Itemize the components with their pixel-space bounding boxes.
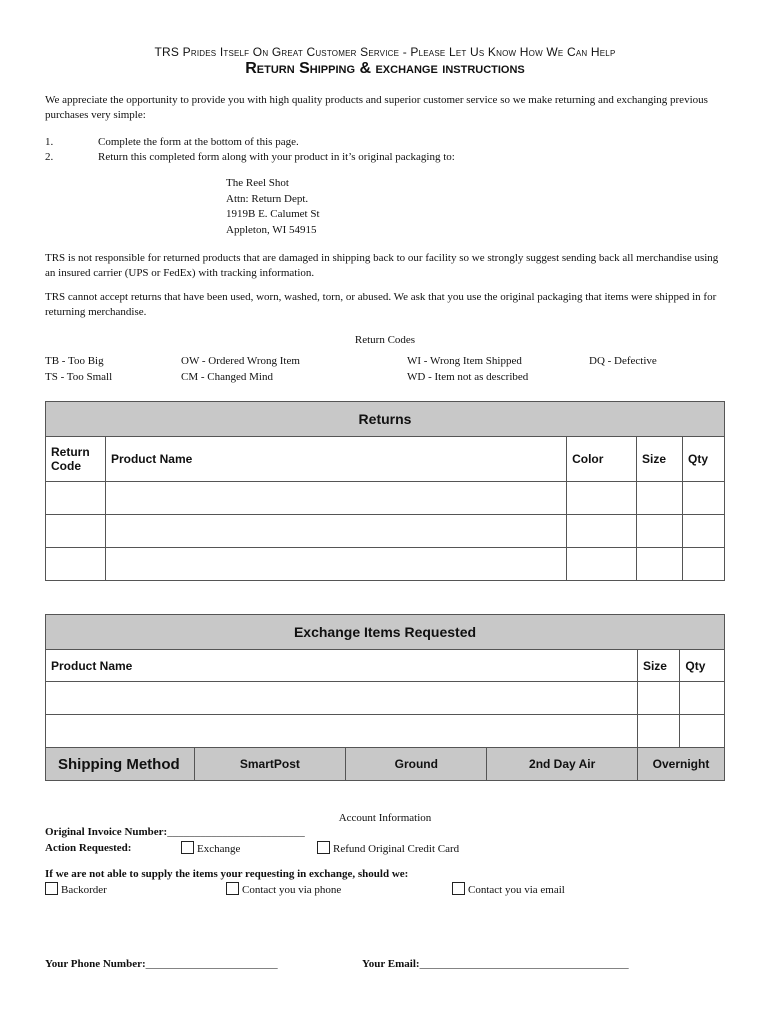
exchange-option[interactable] xyxy=(181,841,240,855)
product-name-cell[interactable] xyxy=(105,482,566,515)
account-info-title: Account Information xyxy=(338,812,432,824)
table-row xyxy=(46,682,725,715)
contact-email-checkbox[interactable] xyxy=(452,882,465,895)
shipping-option-overnight[interactable]: Overnight xyxy=(637,748,724,781)
size-cell[interactable] xyxy=(637,515,683,548)
table-row xyxy=(46,548,725,581)
address-line: Appleton, WI 54915 xyxy=(226,223,317,236)
return-code-cell[interactable] xyxy=(46,515,106,548)
return-code-cell[interactable] xyxy=(46,482,106,515)
shipping-option-ground[interactable]: Ground xyxy=(346,748,487,781)
product-name-cell[interactable] xyxy=(46,715,638,748)
size-header: Size xyxy=(637,650,679,682)
shipping-option-smartpost[interactable]: SmartPost xyxy=(194,748,346,781)
return-code: WD - Item not as described xyxy=(407,371,529,383)
email-line xyxy=(362,958,629,970)
email-label: Your Email: xyxy=(362,958,420,970)
table-row xyxy=(46,515,725,548)
color-cell[interactable] xyxy=(567,548,637,581)
address-line: 1919B E. Calumet St xyxy=(226,208,320,220)
address-line: The Reel Shot xyxy=(226,177,289,189)
shipping-notice: TRS is not responsible for returned products that are damaged in shipping back to our facility so we strongly suggest sending back all merchandise using an insured carrier (UPS or FedEx) with tracking information. xyxy=(45,252,719,279)
product-name-cell[interactable] xyxy=(105,515,566,548)
return-address xyxy=(226,176,320,238)
action-requested-label: Action Requested: xyxy=(45,842,132,854)
step-number: 1. xyxy=(45,136,54,148)
qty-cell[interactable] xyxy=(683,482,725,515)
contact-phone-checkbox[interactable] xyxy=(226,882,239,895)
backorder-checkbox[interactable] xyxy=(45,882,58,895)
table-row xyxy=(46,482,725,515)
exchange-checkbox[interactable] xyxy=(181,841,194,854)
refund-option[interactable] xyxy=(317,841,459,855)
refund-option-label: Refund Original Credit Card xyxy=(333,843,460,855)
table-row xyxy=(46,715,725,748)
shipping-method-label: Shipping Method xyxy=(46,748,195,781)
step-number: 2. xyxy=(45,151,54,163)
phone-field[interactable]: ________________________ xyxy=(145,958,278,970)
qty-cell[interactable] xyxy=(683,515,725,548)
return-code: TS - Too Small xyxy=(45,371,113,383)
return-codes-title: Return Codes xyxy=(354,334,416,346)
qty-cell[interactable] xyxy=(680,682,725,715)
return-code: TB - Too Big xyxy=(45,355,104,367)
qty-header: Qty xyxy=(683,437,725,482)
page-title: Return Shipping & exchange instructions xyxy=(245,60,525,77)
contact-email-option-label: Contact you via email xyxy=(468,884,565,896)
color-header: Color xyxy=(567,437,637,482)
return-code: OW - Ordered Wrong Item xyxy=(181,355,300,367)
invoice-field[interactable]: _________________________ xyxy=(167,826,305,838)
condition-notice: TRS cannot accept returns that have been used, worn, washed, torn, or abused. We ask that you use the original packaging that items were shipped in for returning merchandise. xyxy=(45,291,717,318)
size-cell[interactable] xyxy=(637,715,679,748)
backorder-option-label: Backorder xyxy=(61,884,107,896)
address-line: Attn: Return Dept. xyxy=(226,192,309,205)
backorder-option[interactable] xyxy=(45,882,107,896)
contact-email-option[interactable] xyxy=(452,882,565,896)
returns-table xyxy=(45,401,725,581)
product-name-header: Product Name xyxy=(105,437,566,482)
shipping-option-2nd-day-air[interactable]: 2nd Day Air xyxy=(487,748,638,781)
invoice-label: Original Invoice Number: xyxy=(45,826,168,838)
returns-table-title: Returns xyxy=(46,402,725,437)
refund-checkbox[interactable] xyxy=(317,841,330,854)
step-text: Complete the form at the bottom of this page. xyxy=(98,136,299,148)
qty-cell[interactable] xyxy=(683,548,725,581)
exchange-option-label: Exchange xyxy=(197,843,241,855)
exchange-table xyxy=(45,614,725,781)
size-cell[interactable] xyxy=(637,548,683,581)
contact-phone-option[interactable] xyxy=(226,882,341,896)
size-cell[interactable] xyxy=(637,482,683,515)
qty-cell[interactable] xyxy=(680,715,725,748)
phone-label: Your Phone Number: xyxy=(45,958,146,970)
return-code: DQ - Defective xyxy=(589,355,657,367)
size-header: Size xyxy=(637,437,683,482)
intro-text: We appreciate the opportunity to provide you with high quality products and superior customer service so we make returning and exchanging previous purchases very simple: xyxy=(45,94,708,121)
shipping-method-row xyxy=(46,748,725,781)
step-text: Return this completed form along with your product in it’s original packaging to: xyxy=(98,151,455,163)
return-code: CM - Changed Mind xyxy=(181,371,273,383)
color-cell[interactable] xyxy=(567,515,637,548)
fallback-question: If we are not able to supply the items your requesting in exchange, should we: xyxy=(45,868,409,880)
product-name-cell[interactable] xyxy=(105,548,566,581)
phone-line xyxy=(45,958,278,970)
product-name-cell[interactable] xyxy=(46,682,638,715)
exchange-table-title: Exchange Items Requested xyxy=(46,615,725,650)
return-code-cell[interactable] xyxy=(46,548,106,581)
tagline: TRS Prides Itself On Great Customer Service - Please Let Us Know How We Can Help xyxy=(154,45,616,59)
product-name-header: Product Name xyxy=(46,650,638,682)
email-field[interactable]: ______________________________________ xyxy=(419,958,629,970)
color-cell[interactable] xyxy=(567,482,637,515)
qty-header: Qty xyxy=(680,650,725,682)
invoice-line xyxy=(45,826,305,838)
return-code: WI - Wrong Item Shipped xyxy=(407,355,522,367)
return-code-header: Return Code xyxy=(46,437,106,482)
size-cell[interactable] xyxy=(637,682,679,715)
contact-phone-option-label: Contact you via phone xyxy=(242,884,342,896)
